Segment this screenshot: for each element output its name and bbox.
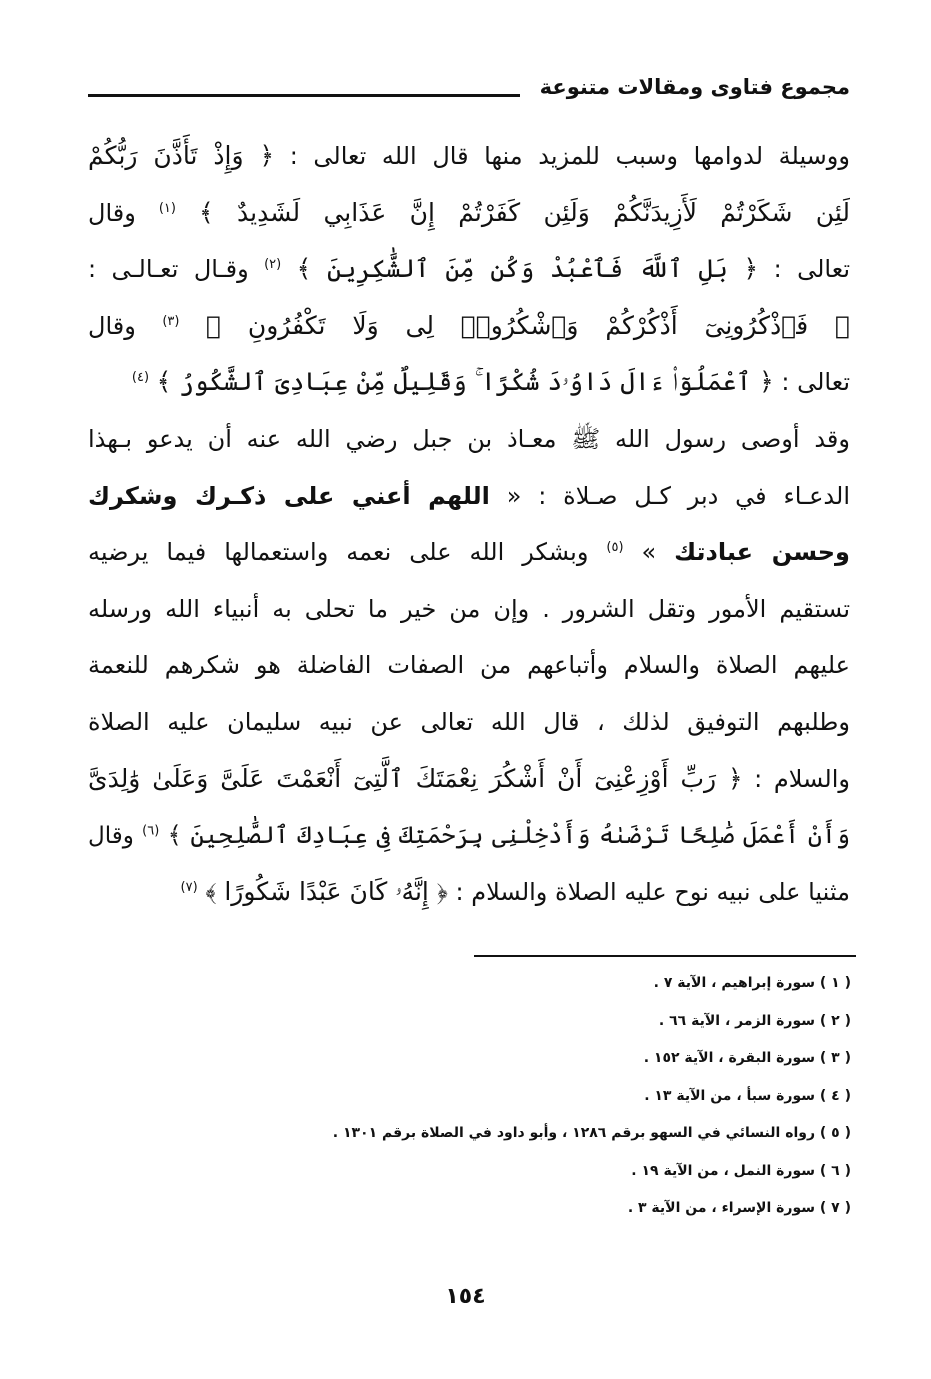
prose: وطلبهم التوفيق لذلك ، قال الله تعالى عن نبيه سليمان عليه الصلاة xyxy=(88,707,850,736)
prose: والسلام : xyxy=(754,764,850,793)
footnotes xyxy=(251,968,851,1231)
text-line xyxy=(88,524,850,581)
prose: » xyxy=(641,538,657,567)
quran-verse: لَئِن شَكَرْتُمْ لَأَزِيدَنَّكُمْ وَلَئِن كَفَرْتُمْ إِنَّ عَذَابِي لَشَدِيدٌ ﴾ xyxy=(199,197,850,227)
footnote: ( ١ ) سورة إبراهيم ، الآية ٧ . xyxy=(653,975,851,991)
footnote: ( ٦ ) سورة النمل ، من الآية ١٩ . xyxy=(631,1162,851,1179)
footnote-ref: (٦) xyxy=(142,823,160,839)
prose: تستقيم الأمور وتقل الشرور . وإن من خير ما تحلى به أنبياء الله ورسله xyxy=(88,594,850,623)
main-text xyxy=(88,128,850,920)
prose: تعالى : xyxy=(773,255,850,284)
footnote: ( ٣ ) سورة البقرة ، الآية ١٥٢ . xyxy=(643,1050,851,1066)
prose: وقال xyxy=(88,311,136,340)
footnote-ref: (٣) xyxy=(162,313,180,329)
footnote-ref: (٤) xyxy=(131,370,150,386)
quran-verse: وَأَنْ أَعْمَلَ صَٰلِحًا تَرْضَىٰهُ وَأَدْخِلْنِى بِرَحْمَتِكَ فِى عِبَادِكَ ٱلصَّٰلِحِينَ ﴾ xyxy=(167,821,850,850)
page-number: ١٥٤ xyxy=(445,1284,486,1309)
footnote: ( ٢ ) سورة الزمر ، الآية ٦٦ . xyxy=(658,1012,851,1029)
footnote: ( ٤ ) سورة سبأ ، من الآية ١٣ . xyxy=(644,1087,851,1104)
prose: الدعـاء في دبر كـل صـلاة : « xyxy=(506,481,850,510)
quran-verse: ﴿ رَبِّ أَوْزِعْنِىٓ أَنْ أَشْكُرَ نِعْمَتَكَ ٱلَّتِىٓ أَنْعَمْتَ عَلَىَّ وَعَلَىٰ وَٰلِدَىَّ xyxy=(88,763,743,793)
prose: وقد أوصى رسول الله ﷺ معـاذ بن جبل رضي الله عنه أن يدعو بـهذا xyxy=(88,424,850,453)
quran-verse: ﴿ إِنَّهُۥ كَانَ عَبْدًا شَكُورًا ﴾ xyxy=(205,876,448,906)
prose: مثنيا على نبيه نوح عليه الصلاة والسلام : xyxy=(455,877,850,906)
text-line xyxy=(88,241,850,298)
prose: ووسيلة لدوامها وسبب للمزيد منها قال الله تعالى : xyxy=(289,142,850,170)
text-line xyxy=(88,128,850,185)
footnote-ref: (٢) xyxy=(264,257,282,273)
hadith-text: اللهم أعني على ذكـرك وشكرك xyxy=(88,481,490,510)
text-line xyxy=(88,354,850,411)
running-header xyxy=(88,70,850,110)
text-line xyxy=(88,694,850,751)
text-line xyxy=(88,637,850,694)
hadith-text: وحسن عبادتك xyxy=(674,538,850,567)
quran-verse: ﴿ وَإِذْ تَأَذَّنَ رَبُّكُمْ xyxy=(88,141,275,170)
quran-verse: ﴿ بَلِ ٱللَّهَ فَٱعْبُدْ وَكُن مِّنَ ٱلشَّٰكِرِينَ ﴾ xyxy=(296,254,759,284)
prose: تعالى : xyxy=(781,368,850,397)
footnote-ref: (١) xyxy=(158,200,176,216)
text-line xyxy=(88,298,850,355)
prose: وقال xyxy=(88,823,134,850)
book-title: مجموع فتاوى ومقالات متنوعة xyxy=(539,75,850,99)
text-line xyxy=(88,468,850,525)
text-line xyxy=(88,751,850,808)
text-line xyxy=(88,581,850,638)
header-rule xyxy=(88,94,520,97)
prose: وبشكر الله على نعمه واستعمالها فيما يرضيه xyxy=(88,538,589,567)
prose: عليهم الصلاة والسلام وأتباعهم من الصفات الفاضلة هو شكرهم للنعمة xyxy=(88,651,850,680)
footnote: ( ٥ ) رواه النسائي في السهو برقم ١٢٨٦ ، وأبو داود في الصلاة برقم ١٣٠١ . xyxy=(332,1125,851,1141)
prose: وقال xyxy=(88,198,136,227)
footnote-ref: (٧) xyxy=(180,879,198,895)
quran-verse: ﴿ ٱعْمَلُوٓا۟ ءَالَ دَاوُۥدَ شُكْرًا ۚ وَقَلِيلٌ مِّنْ عِبَادِىَ ٱلشَّكُورُ ﴾ xyxy=(156,367,774,397)
footnote: ( ٧ ) سورة الإسراء ، من الآية ٣ . xyxy=(627,1200,851,1216)
footnote-ref: (٥) xyxy=(606,540,624,556)
text-line xyxy=(88,864,850,921)
quran-verse: ﴿ فَٱذْكُرُونِىٓ أَذْكُرْكُمْ وَٱشْكُرُوا۟ لِى وَلَا تَكْفُرُونِ ﴾ xyxy=(206,310,850,340)
prose: وقـال تعـالـى : xyxy=(88,255,249,284)
text-line xyxy=(88,185,850,242)
footnote-rule xyxy=(474,955,856,957)
text-line xyxy=(88,807,850,864)
text-line xyxy=(88,411,850,468)
